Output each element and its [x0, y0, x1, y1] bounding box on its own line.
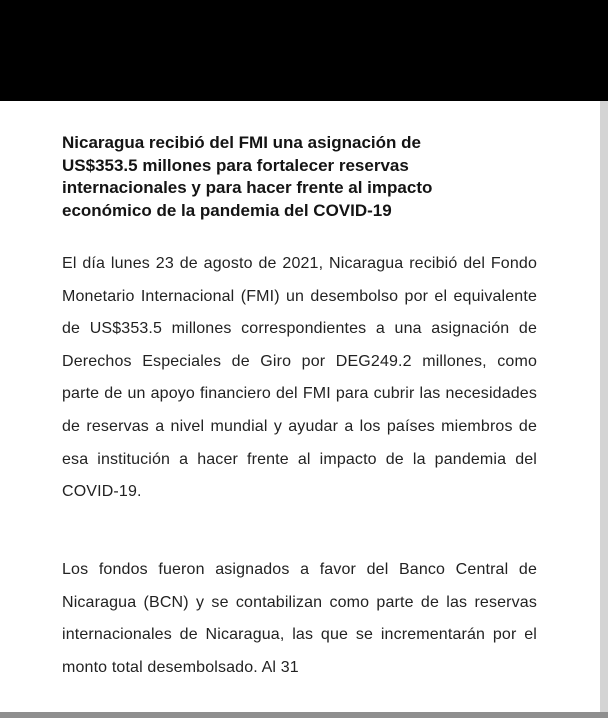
paragraph-1: El día lunes 23 de agosto de 2021, Nicaragua recibió del Fondo Monetario Internacional (FMI) un desembolso por el equivalente de US$353.5 millones correspondientes a una asignación de Derechos Especiales de Giro por DEG249.2 millones, como parte de un apoyo financiero del FMI para cubrir las necesidades de reservas a nivel mundial y ayudar a los países miembros de esa institución a hacer frente al impacto de la pandemia del COVID-19.	[62, 255, 537, 501]
page-bottom-edge	[0, 712, 608, 718]
page-right-edge	[600, 101, 608, 718]
paragraph-2: Los fondos fueron asignados a favor del Banco Central de Nicaragua (BCN) y se contabilizan como parte de las reservas internacionales de Nicaragua, las que se incrementarán por el monto total desembolsado. Al 31	[62, 561, 537, 676]
document-headline: Nicaragua recibió del FMI una asignación de US$353.5 millones para fortalecer reservas internacionales y para hacer frente al impacto económico de la pandemia del COVID-19	[62, 133, 433, 220]
top-black-bar	[0, 0, 608, 101]
